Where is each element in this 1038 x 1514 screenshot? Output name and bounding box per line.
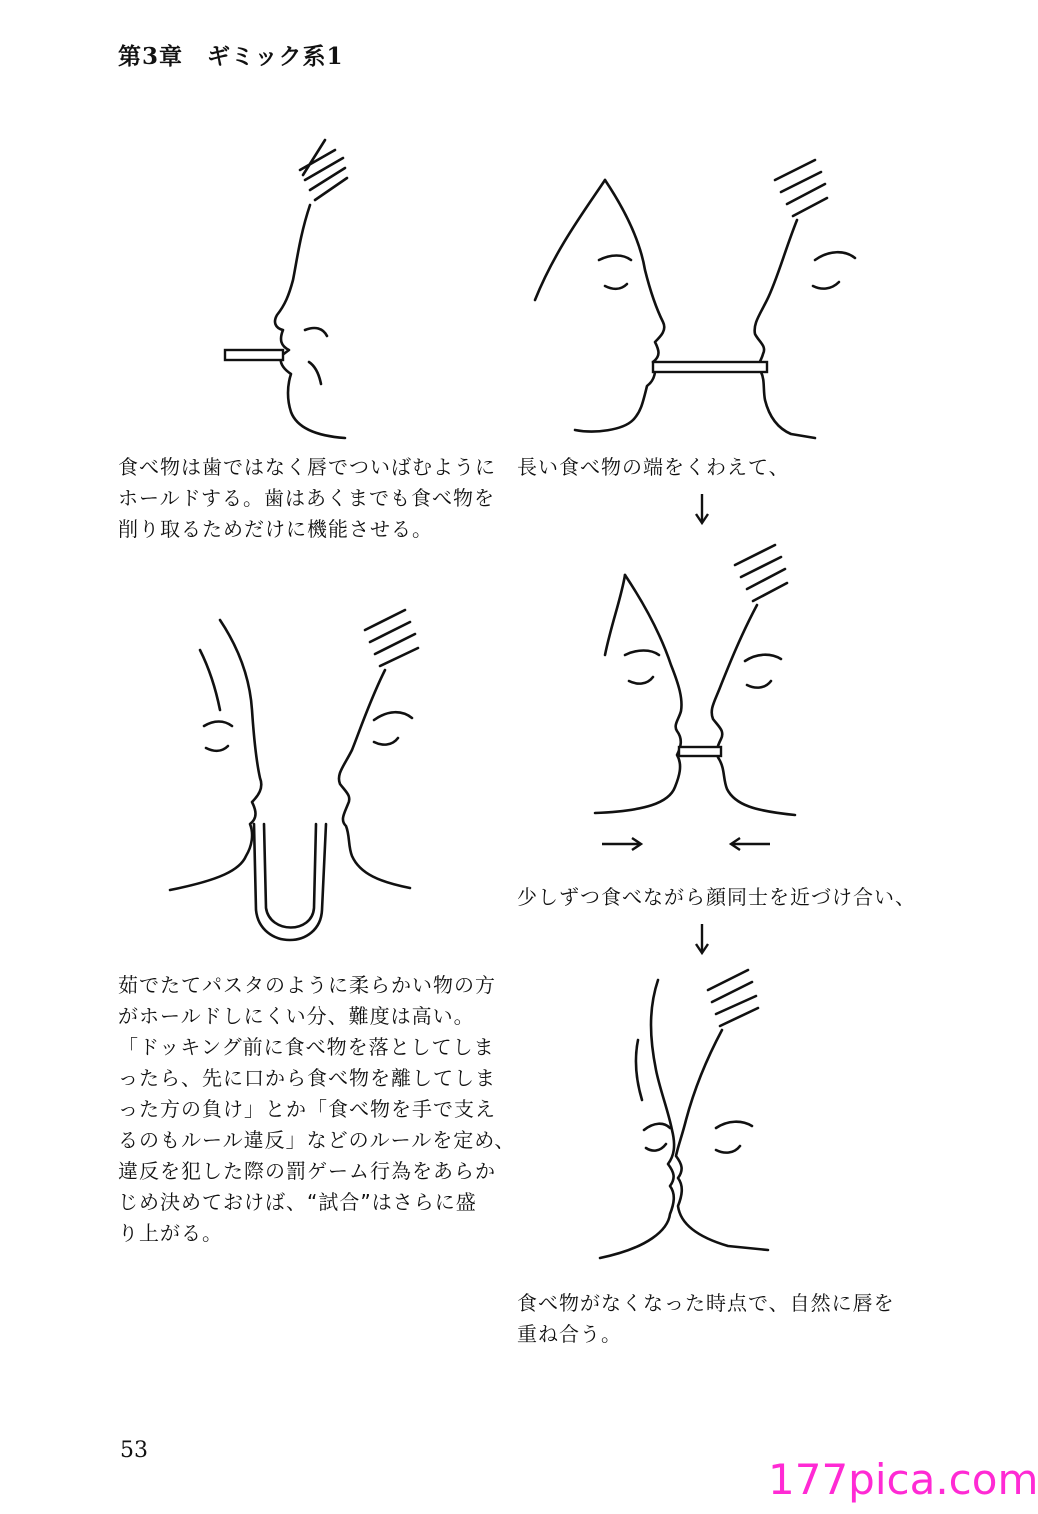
illustration-step2: [585, 535, 825, 865]
illustration-lips-hold: [215, 130, 505, 440]
right-arrow-icon: [600, 834, 644, 854]
left-arrow-icon: [728, 834, 772, 854]
down-arrow-icon: [692, 492, 712, 526]
caption-step3: 食べ物がなくなった時点で、自然に唇を 重ね合う。: [517, 1291, 895, 1346]
caption-hold-lips: 食べ物は歯ではなく唇でついばむように ホールドする。歯はあくまでも食べ物を 削り取るためだけに機能させる。: [118, 455, 496, 541]
chapter-title: 第3章 ギミック系1: [118, 43, 344, 70]
caption-step1: 長い食べ物の端をくわえて、: [517, 455, 790, 479]
down-arrow-icon: [692, 922, 712, 956]
illustration-step1: [515, 150, 895, 445]
page-number: 53: [120, 1438, 148, 1463]
illustration-step3: [598, 960, 818, 1270]
caption-pasta: 茹でたてパスタのように柔らかい物の方 がホールドしにくい分、難度は高い。 「ドッキング前に食べ物を落としてしま ったら、先に口から食べ物を離してしま った方の負け」とか「食べ物を手で支え るのもルール違反」などのルールを定め、 違反を犯した際の罰ゲーム行為をあらか じめ決めておけば、“試合”はさらに盛 り上がる。: [118, 973, 516, 1245]
illustration-pasta: [160, 610, 480, 950]
caption-step2: 少しずつ食べながら顔同士を近づけ合い、: [517, 885, 916, 909]
watermark: 177pica.com: [768, 1455, 1038, 1504]
